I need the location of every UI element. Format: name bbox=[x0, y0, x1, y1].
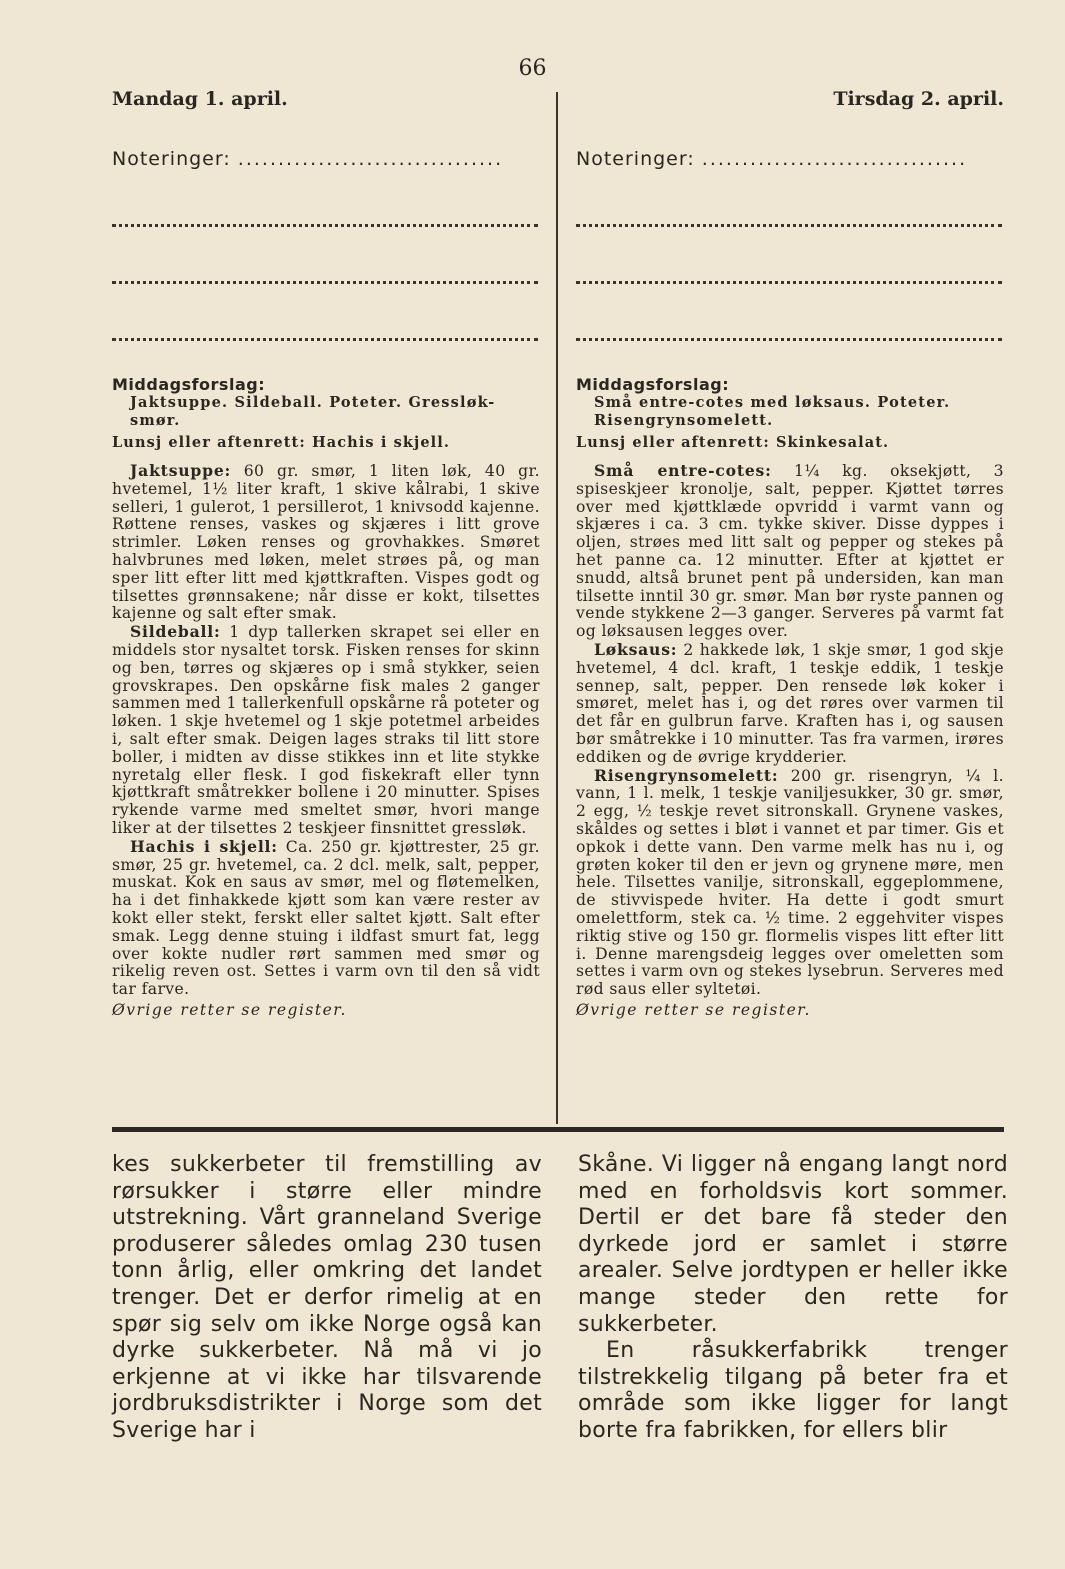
day-title-monday: Mandag 1. april. bbox=[112, 88, 288, 110]
recipe-title: Sildeball: bbox=[130, 622, 221, 642]
notes-field-tuesday[interactable] bbox=[576, 148, 1004, 170]
recipes bbox=[576, 462, 1004, 999]
recipe-body: 1 dyp tallerken skrapet sei eller en middels stor nysaltet torsk. Fisken renses for skinn og ben, tørres og skjæres op i små stykker, seien grovskrapes. Den opskårne fisk males 2 ganger sammen med 1 tallerkenfull opskårne rå poteter og løken. 1 skje hvetemel og 1 skje potetmel arbeides i, salt efter smak. Deigen lages straks til litt store boller, i midten av disse stikkes inn et lite stykke nyretalg eller flesk. I god fiskekraft eller tynn kjøttkraft småtrekker bollene i 20 minutter. Spises rykende varme med smeltet smør, hvori mange liker at der tilsettes 2 teskjeer finsnittet gressløk. bbox=[112, 623, 540, 837]
recipe-body: 60 gr. smør, 1 liten løk, 40 gr. hvetemel, 1½ liter kraft, 1 skive kålrabi, 1 skive selleri, 1 gulerot, 1 persillerot, 1 knivsodd kajenne. Røttene renses, vaskes og skjæres i litt grove strimler. Løken renses og grovhakkes. Smøret halvbrunes med løken, melet strøes på, og man sper litt efter litt med kjøttkraften. Vispes godt og tilsettes grønnsakene; når disse er kokt, tilsettes kajenne og salt efter smak. bbox=[112, 462, 541, 623]
recipe-paragraph bbox=[576, 767, 1004, 999]
recipe-body: 2 hakkede løk, 1 skje smør, 1 god skje hvetemel, 4 dcl. kraft, 1 teskje eddik, 1 teskje sennep, salt, pepper. Den rensede løk koker i smøret, melet has i, og det røres over varmen til det får en gulbrun farve. Kraften has i, og sausen bør småtrekke i 10 minutter. Tas fra varmen, irøres eddiken og de øvrige krydderier. bbox=[576, 640, 1004, 766]
recipes bbox=[112, 462, 540, 999]
recipe-body: 1¼ kg. oksekjøtt, 3 spiseskjeer kronolje, salt, pepper. Kjøttet tørres over med kjøttklæde opvridd i varmt vann og skjæres i ca. 3 cm. tykke skiver. Disse dyppes i oljen, strøes med litt salt og pepper og stekes på het panne ca. 12 minutter. Efter at kjøttet er snudd, altså brunet pent på undersiden, kan man tilsette inntil 30 gr. smør. Man bør ryste pannen og vende stykkene 2—3 ganger. Serveres på varmt fat og løksausen legges over. bbox=[576, 462, 1005, 641]
recipe-paragraph bbox=[112, 623, 540, 838]
article-paragraph: En råsukkerfabrikk trenger tilstrekkelig tilgang på beter fra et område som ikke ligger for langt borte fra fabrikken, for ellers blir bbox=[578, 1338, 1008, 1443]
tuesday-column bbox=[576, 88, 1004, 1019]
recipe-title: Risengrynsomelett: bbox=[594, 765, 779, 785]
menu-text: Små entre-cotes med løksaus. Poteter. Risengrynsomelett. bbox=[594, 394, 951, 429]
notes-line[interactable] bbox=[576, 222, 1002, 227]
notes-line[interactable] bbox=[576, 279, 1002, 284]
lunch-text: Lunsj eller aftenrett: Hachis i skjell. bbox=[112, 434, 451, 451]
notes-dots: ................................. bbox=[701, 148, 968, 170]
notes-dots: ................................. bbox=[237, 148, 504, 170]
menu-text: Jaktsuppe. Sildeball. Poteter. Gressløk-smør. bbox=[130, 394, 496, 429]
recipe-paragraph bbox=[112, 838, 540, 999]
article-column-left bbox=[112, 1152, 542, 1445]
dinner-suggestion-label: Middagsforslag: bbox=[576, 375, 730, 394]
notes-line[interactable] bbox=[112, 336, 538, 341]
lunch-text: Lunsj eller aftenrett: Skinkesalat. bbox=[576, 434, 890, 451]
notes-label: Noteringer: bbox=[576, 148, 695, 170]
recipe-title: Hachis i skjell: bbox=[130, 836, 278, 856]
notes-line[interactable] bbox=[576, 336, 1002, 341]
article-paragraph: Skåne. Vi ligger nå engang langt nord med en forholdsvis kort sommer. Dertil er det bare få steder den dyrkede jord er samlet i større arealer. Selve jordtypen er heller ikke mange steder den rette for sukkerbeter. bbox=[578, 1152, 1008, 1337]
notes-line[interactable] bbox=[112, 279, 538, 284]
day-title-tuesday: Tirsdag 2. april. bbox=[833, 88, 1004, 110]
recipe-title: Jaktsuppe: bbox=[130, 461, 232, 480]
column-divider bbox=[556, 92, 558, 1124]
recipe-title: Løksaus: bbox=[594, 639, 678, 659]
article-column-right bbox=[578, 1152, 1008, 1445]
see-register-note: Øvrige retter se register. bbox=[112, 1000, 347, 1019]
recipe-paragraph bbox=[576, 462, 1004, 641]
notes-field-monday[interactable] bbox=[112, 148, 540, 170]
article-paragraph: kes sukkerbeter til fremstilling av rørsukker i større eller mindre utstrekning. Vårt granneland Sverige produserer således omlag 230 tusen tonn årlig, eller omkring det landet trenger. Det er derfor rimelig at en spør sig selv om ikke Norge også kan dyrke sukkerbeter. Nå må vi jo erkjenne at vi ikke har tilsvarende jordbruksdistrikter i Norge som det Sverige har i bbox=[112, 1152, 542, 1443]
monday-column bbox=[112, 88, 540, 1019]
notes-label: Noteringer: bbox=[112, 148, 231, 170]
recipe-paragraph bbox=[576, 641, 1004, 767]
recipe-body: 200 gr. risengryn, ¼ l. vann, 1 l. melk, 1 teskje vaniljesukker, 30 gr. smør, 2 egg, ½ teskje revet sitronskall. Grynene vaskes, skåldes og settes i bløt i vannet et par timer. Gis et opkok i dette vann. Den varme melk has nu i, og grøten koker til den er jevn og grynene møre, men hele. Tilsettes vanilje, sitronskall, eggeplommene, de stivvispede hviter. Ha dette i godt smurt omelettform, stek ca. ½ time. 2 eggehviter vispes riktig stive og 150 gr. flormelis vispes litt efter litt i. Denne marengsdeig legges over omeletten som settes i varm ovn og stekes lysebrun. Serveres med rød saus eller syltetøi. bbox=[576, 766, 1004, 999]
horizontal-rule bbox=[112, 1127, 1004, 1132]
notes-line[interactable] bbox=[112, 222, 538, 227]
recipe-title: Små entre-cotes: bbox=[594, 461, 772, 480]
dinner-suggestion-label: Middagsforslag: bbox=[112, 375, 266, 394]
recipe-paragraph bbox=[112, 462, 540, 623]
see-register-note: Øvrige retter se register. bbox=[576, 1000, 811, 1019]
recipe-body: Ca. 250 gr. kjøttrester, 25 gr. smør, 25 gr. hvetemel, ca. 2 dcl. melk, salt, pepper, muskat. Kok en saus av smør, mel og fløtemelken, ha i det finhakkede kjøtt som kan være rester av kokt eller stekt, ferskt eller saltet kjøtt. Salt efter smak. Legg denne stuing i ildfast smurt fat, legg over kokte nudler rørt sammen med smør og rikelig reven ost. Settes i varm ovn til den så vidt tar farve. bbox=[112, 837, 540, 999]
page-number: 66 bbox=[518, 56, 547, 81]
